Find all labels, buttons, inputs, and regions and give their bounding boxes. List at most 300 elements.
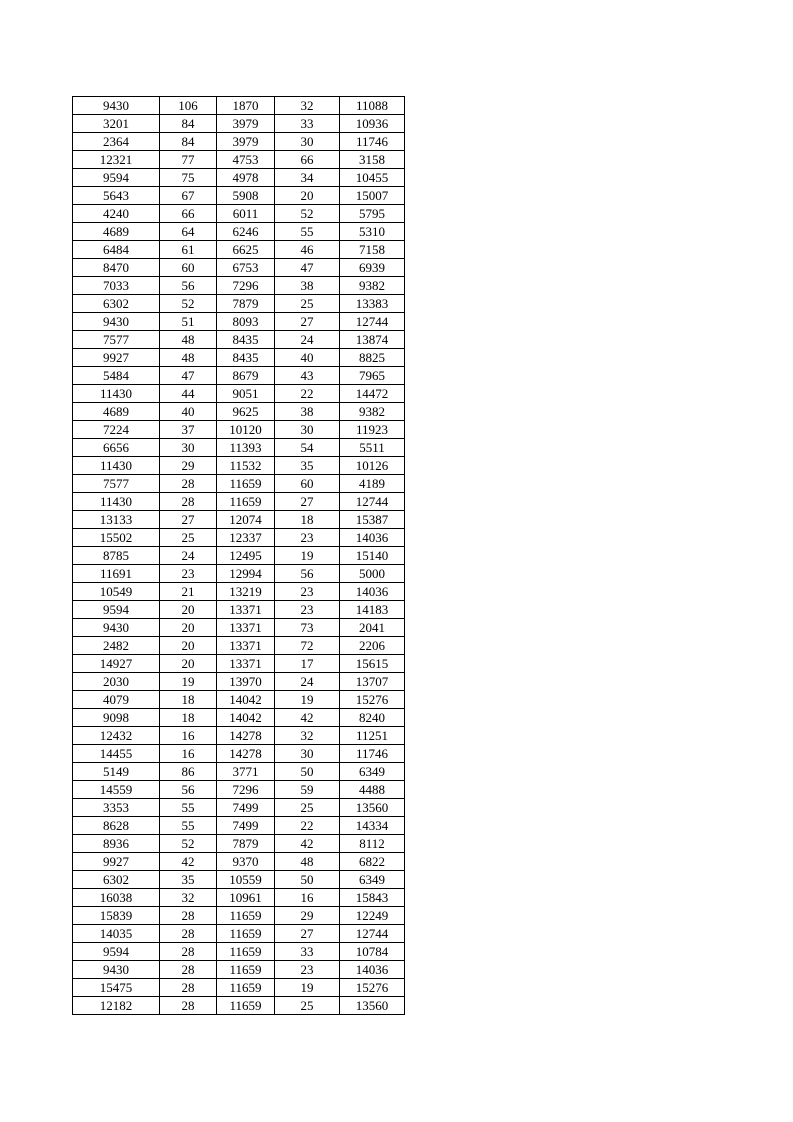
table-cell-col-5: 8825 (340, 349, 405, 367)
table-row (73, 619, 405, 637)
table-cell-col-2: 24 (160, 547, 217, 565)
table-cell-col-3: 11659 (217, 925, 275, 943)
table-cell-col-4: 55 (275, 223, 340, 241)
table-cell-col-1: 10549 (73, 583, 160, 601)
table-cell-col-2: 28 (160, 925, 217, 943)
table-cell-col-1: 4689 (73, 403, 160, 421)
table-cell-col-1: 16038 (73, 889, 160, 907)
table-cell-col-2: 18 (160, 691, 217, 709)
table-row (73, 151, 405, 169)
table-row (73, 187, 405, 205)
table-cell-col-5: 5000 (340, 565, 405, 583)
table-cell-col-4: 24 (275, 331, 340, 349)
table-cell-col-2: 55 (160, 799, 217, 817)
table-cell-col-1: 9430 (73, 961, 160, 979)
table-cell-col-5: 11746 (340, 133, 405, 151)
table-cell-col-3: 14042 (217, 691, 275, 709)
table-cell-col-3: 12074 (217, 511, 275, 529)
table-cell-col-1: 14035 (73, 925, 160, 943)
table-cell-col-4: 35 (275, 457, 340, 475)
table-row (73, 745, 405, 763)
table-cell-col-2: 61 (160, 241, 217, 259)
table-cell-col-4: 17 (275, 655, 340, 673)
table-cell-col-2: 28 (160, 961, 217, 979)
table-cell-col-3: 11532 (217, 457, 275, 475)
table-cell-col-3: 13371 (217, 601, 275, 619)
table-row (73, 241, 405, 259)
table-cell-col-1: 4240 (73, 205, 160, 223)
table-cell-col-3: 7296 (217, 781, 275, 799)
table-cell-col-3: 8093 (217, 313, 275, 331)
table-cell-col-3: 6753 (217, 259, 275, 277)
table-cell-col-5: 13874 (340, 331, 405, 349)
table-cell-col-2: 56 (160, 781, 217, 799)
table-cell-col-3: 14042 (217, 709, 275, 727)
table-row (73, 853, 405, 871)
table-cell-col-5: 11088 (340, 97, 405, 115)
table-cell-col-5: 15276 (340, 979, 405, 997)
table-cell-col-5: 13707 (340, 673, 405, 691)
table-row (73, 475, 405, 493)
table-cell-col-1: 5484 (73, 367, 160, 385)
table-cell-col-5: 8112 (340, 835, 405, 853)
table-cell-col-5: 8240 (340, 709, 405, 727)
table-cell-col-1: 12182 (73, 997, 160, 1015)
table-cell-col-1: 14455 (73, 745, 160, 763)
table-cell-col-1: 9927 (73, 853, 160, 871)
table-cell-col-3: 13371 (217, 655, 275, 673)
table-row (73, 943, 405, 961)
table-cell-col-3: 3979 (217, 133, 275, 151)
table-cell-col-5: 4488 (340, 781, 405, 799)
table-cell-col-1: 11430 (73, 385, 160, 403)
table-cell-col-3: 13970 (217, 673, 275, 691)
table-cell-col-2: 47 (160, 367, 217, 385)
table-cell-col-1: 7224 (73, 421, 160, 439)
table-cell-col-3: 3771 (217, 763, 275, 781)
table-cell-col-4: 46 (275, 241, 340, 259)
table-cell-col-5: 15387 (340, 511, 405, 529)
table-cell-col-2: 20 (160, 601, 217, 619)
table-cell-col-2: 27 (160, 511, 217, 529)
table-cell-col-3: 9051 (217, 385, 275, 403)
table-cell-col-2: 51 (160, 313, 217, 331)
table-cell-col-4: 27 (275, 925, 340, 943)
table-row (73, 439, 405, 457)
table-cell-col-2: 35 (160, 871, 217, 889)
table-cell-col-1: 6656 (73, 439, 160, 457)
table-cell-col-5: 11746 (340, 745, 405, 763)
table-row (73, 817, 405, 835)
table-cell-col-4: 25 (275, 997, 340, 1015)
table-cell-col-3: 7296 (217, 277, 275, 295)
table-cell-col-5: 9382 (340, 403, 405, 421)
table-row (73, 997, 405, 1015)
table-cell-col-5: 15140 (340, 547, 405, 565)
table-cell-col-5: 15007 (340, 187, 405, 205)
table-cell-col-3: 10961 (217, 889, 275, 907)
table-row (73, 313, 405, 331)
table-cell-col-5: 7158 (340, 241, 405, 259)
table-row (73, 403, 405, 421)
table-row (73, 223, 405, 241)
table-cell-col-5: 15843 (340, 889, 405, 907)
table-cell-col-3: 11659 (217, 475, 275, 493)
table-cell-col-1: 9098 (73, 709, 160, 727)
table-cell-col-1: 2364 (73, 133, 160, 151)
table-cell-col-2: 23 (160, 565, 217, 583)
table-row (73, 169, 405, 187)
table-cell-col-3: 9370 (217, 853, 275, 871)
table-row (73, 367, 405, 385)
table-cell-col-5: 12744 (340, 925, 405, 943)
table-cell-col-4: 30 (275, 745, 340, 763)
table-cell-col-1: 9430 (73, 97, 160, 115)
table-cell-col-4: 19 (275, 547, 340, 565)
table-cell-col-4: 72 (275, 637, 340, 655)
table-cell-col-5: 5310 (340, 223, 405, 241)
table-cell-col-4: 25 (275, 295, 340, 313)
table-cell-col-2: 37 (160, 421, 217, 439)
table-cell-col-1: 8628 (73, 817, 160, 835)
table-row (73, 493, 405, 511)
table-cell-col-3: 6011 (217, 205, 275, 223)
table-cell-col-3: 7499 (217, 817, 275, 835)
table-row (73, 583, 405, 601)
table-cell-col-1: 6302 (73, 871, 160, 889)
table-cell-col-4: 34 (275, 169, 340, 187)
table-row (73, 781, 405, 799)
table-cell-col-4: 42 (275, 835, 340, 853)
data-table (72, 96, 405, 1015)
table-cell-col-1: 15502 (73, 529, 160, 547)
table-cell-col-1: 13133 (73, 511, 160, 529)
table-cell-col-5: 14472 (340, 385, 405, 403)
table-cell-col-5: 10455 (340, 169, 405, 187)
table-cell-col-2: 16 (160, 727, 217, 745)
table-row (73, 889, 405, 907)
table-cell-col-5: 15615 (340, 655, 405, 673)
table-cell-col-2: 40 (160, 403, 217, 421)
table-row (73, 295, 405, 313)
table-row (73, 673, 405, 691)
table-cell-col-3: 11393 (217, 439, 275, 457)
table-cell-col-3: 5908 (217, 187, 275, 205)
table-cell-col-4: 23 (275, 961, 340, 979)
table-cell-col-3: 11659 (217, 961, 275, 979)
table-cell-col-3: 7499 (217, 799, 275, 817)
table-row (73, 871, 405, 889)
table-cell-col-1: 9430 (73, 313, 160, 331)
table-cell-col-1: 6484 (73, 241, 160, 259)
table-cell-col-2: 28 (160, 475, 217, 493)
table-cell-col-3: 7879 (217, 295, 275, 313)
table-cell-col-5: 6349 (340, 763, 405, 781)
table-cell-col-1: 7033 (73, 277, 160, 295)
table-cell-col-3: 9625 (217, 403, 275, 421)
table-cell-col-5: 9382 (340, 277, 405, 295)
table-cell-col-3: 11659 (217, 493, 275, 511)
table-cell-col-2: 20 (160, 619, 217, 637)
table-cell-col-4: 33 (275, 115, 340, 133)
table-cell-col-1: 2482 (73, 637, 160, 655)
table-cell-col-5: 12744 (340, 313, 405, 331)
table-cell-col-2: 28 (160, 943, 217, 961)
table-cell-col-3: 6625 (217, 241, 275, 259)
table-cell-col-2: 18 (160, 709, 217, 727)
table-cell-col-4: 29 (275, 907, 340, 925)
table-cell-col-2: 42 (160, 853, 217, 871)
table-cell-col-1: 7577 (73, 331, 160, 349)
table-row (73, 655, 405, 673)
table-cell-col-2: 52 (160, 295, 217, 313)
table-cell-col-4: 27 (275, 313, 340, 331)
table-cell-col-2: 56 (160, 277, 217, 295)
table-cell-col-2: 84 (160, 133, 217, 151)
table-cell-col-1: 14559 (73, 781, 160, 799)
table-cell-col-3: 14278 (217, 727, 275, 745)
table-cell-col-2: 28 (160, 493, 217, 511)
table-row (73, 799, 405, 817)
table-cell-col-4: 54 (275, 439, 340, 457)
table-row (73, 547, 405, 565)
table-cell-col-4: 73 (275, 619, 340, 637)
table-cell-col-2: 21 (160, 583, 217, 601)
table-row (73, 511, 405, 529)
table-cell-col-2: 32 (160, 889, 217, 907)
table-row (73, 763, 405, 781)
table-cell-col-5: 6349 (340, 871, 405, 889)
table-cell-col-2: 60 (160, 259, 217, 277)
table-cell-col-2: 48 (160, 331, 217, 349)
table-cell-col-5: 15276 (340, 691, 405, 709)
table-cell-col-4: 43 (275, 367, 340, 385)
table-cell-col-1: 4079 (73, 691, 160, 709)
table-cell-col-4: 38 (275, 277, 340, 295)
table-cell-col-1: 9594 (73, 601, 160, 619)
table-cell-col-3: 12495 (217, 547, 275, 565)
table-cell-col-5: 14036 (340, 529, 405, 547)
table-cell-col-4: 56 (275, 565, 340, 583)
table-cell-col-3: 1870 (217, 97, 275, 115)
table-cell-col-3: 8435 (217, 331, 275, 349)
table-cell-col-1: 8936 (73, 835, 160, 853)
table-cell-col-5: 10784 (340, 943, 405, 961)
table-cell-col-3: 12337 (217, 529, 275, 547)
table-cell-col-4: 23 (275, 601, 340, 619)
table-cell-col-2: 29 (160, 457, 217, 475)
table-cell-col-2: 28 (160, 979, 217, 997)
table-cell-col-3: 4978 (217, 169, 275, 187)
table-cell-col-4: 47 (275, 259, 340, 277)
table-cell-col-4: 48 (275, 853, 340, 871)
table-row (73, 907, 405, 925)
table-row (73, 709, 405, 727)
table-cell-col-5: 7965 (340, 367, 405, 385)
table-cell-col-2: 20 (160, 637, 217, 655)
table-cell-col-4: 59 (275, 781, 340, 799)
table-cell-col-1: 9594 (73, 169, 160, 187)
table-cell-col-1: 3201 (73, 115, 160, 133)
table-cell-col-4: 42 (275, 709, 340, 727)
table-cell-col-2: 64 (160, 223, 217, 241)
table-cell-col-4: 60 (275, 475, 340, 493)
table-cell-col-1: 5149 (73, 763, 160, 781)
table-cell-col-4: 20 (275, 187, 340, 205)
table-cell-col-3: 13371 (217, 619, 275, 637)
table-cell-col-2: 28 (160, 997, 217, 1015)
table-cell-col-4: 50 (275, 871, 340, 889)
table-cell-col-4: 23 (275, 583, 340, 601)
table-cell-col-1: 12432 (73, 727, 160, 745)
table-cell-col-3: 11659 (217, 997, 275, 1015)
table-cell-col-2: 66 (160, 205, 217, 223)
table-cell-col-5: 5511 (340, 439, 405, 457)
table-cell-col-5: 13383 (340, 295, 405, 313)
table-cell-col-2: 20 (160, 655, 217, 673)
table-cell-col-3: 13371 (217, 637, 275, 655)
table-cell-col-2: 19 (160, 673, 217, 691)
table-cell-col-3: 6246 (217, 223, 275, 241)
table-cell-col-4: 27 (275, 493, 340, 511)
table-cell-col-1: 4689 (73, 223, 160, 241)
table-row (73, 835, 405, 853)
table-cell-col-3: 11659 (217, 979, 275, 997)
table-cell-col-5: 14036 (340, 961, 405, 979)
table-cell-col-2: 86 (160, 763, 217, 781)
table-cell-col-4: 38 (275, 403, 340, 421)
table-cell-col-5: 6822 (340, 853, 405, 871)
table-cell-col-1: 5643 (73, 187, 160, 205)
table-cell-col-4: 50 (275, 763, 340, 781)
table-cell-col-2: 30 (160, 439, 217, 457)
table-row (73, 349, 405, 367)
table-cell-col-4: 23 (275, 529, 340, 547)
table-row (73, 979, 405, 997)
table-row (73, 205, 405, 223)
table-cell-col-5: 10936 (340, 115, 405, 133)
table-row (73, 457, 405, 475)
table-row (73, 259, 405, 277)
table-cell-col-5: 13560 (340, 799, 405, 817)
table-row (73, 691, 405, 709)
table-cell-col-1: 9430 (73, 619, 160, 637)
table-cell-col-3: 7879 (217, 835, 275, 853)
table-cell-col-3: 3979 (217, 115, 275, 133)
table-cell-col-5: 14183 (340, 601, 405, 619)
table-cell-col-4: 22 (275, 385, 340, 403)
table-cell-col-5: 13560 (340, 997, 405, 1015)
table-cell-col-1: 11430 (73, 493, 160, 511)
table-cell-col-3: 14278 (217, 745, 275, 763)
table-cell-col-2: 67 (160, 187, 217, 205)
table-cell-col-1: 12321 (73, 151, 160, 169)
table-cell-col-2: 55 (160, 817, 217, 835)
table-cell-col-3: 8435 (217, 349, 275, 367)
table-cell-col-2: 16 (160, 745, 217, 763)
table-cell-col-5: 2041 (340, 619, 405, 637)
table-cell-col-3: 4753 (217, 151, 275, 169)
table-cell-col-1: 9927 (73, 349, 160, 367)
table-cell-col-5: 5795 (340, 205, 405, 223)
table-row (73, 565, 405, 583)
table-row (73, 421, 405, 439)
table-cell-col-3: 13219 (217, 583, 275, 601)
table-cell-col-1: 15839 (73, 907, 160, 925)
table-cell-col-2: 106 (160, 97, 217, 115)
table-cell-col-4: 25 (275, 799, 340, 817)
table-cell-col-3: 11659 (217, 907, 275, 925)
table-cell-col-4: 24 (275, 673, 340, 691)
table-row (73, 133, 405, 151)
table-cell-col-4: 19 (275, 691, 340, 709)
table-cell-col-5: 4189 (340, 475, 405, 493)
table-row (73, 601, 405, 619)
table-cell-col-3: 8679 (217, 367, 275, 385)
table-cell-col-4: 16 (275, 889, 340, 907)
table-cell-col-5: 3158 (340, 151, 405, 169)
table-cell-col-2: 28 (160, 907, 217, 925)
table-cell-col-5: 10126 (340, 457, 405, 475)
table-row (73, 961, 405, 979)
table-cell-col-1: 11691 (73, 565, 160, 583)
table-row (73, 385, 405, 403)
table-row (73, 637, 405, 655)
table-cell-col-1: 8785 (73, 547, 160, 565)
table-cell-col-4: 40 (275, 349, 340, 367)
table-row (73, 277, 405, 295)
table-cell-col-2: 75 (160, 169, 217, 187)
table-cell-col-3: 10559 (217, 871, 275, 889)
table-cell-col-1: 15475 (73, 979, 160, 997)
table-cell-col-2: 44 (160, 385, 217, 403)
table-cell-col-4: 30 (275, 421, 340, 439)
table-cell-col-1: 11430 (73, 457, 160, 475)
table-cell-col-4: 32 (275, 97, 340, 115)
table-cell-col-3: 11659 (217, 943, 275, 961)
table-cell-col-5: 14036 (340, 583, 405, 601)
table-cell-col-1: 3353 (73, 799, 160, 817)
table-cell-col-2: 48 (160, 349, 217, 367)
table-cell-col-4: 19 (275, 979, 340, 997)
table-cell-col-3: 10120 (217, 421, 275, 439)
table-cell-col-4: 66 (275, 151, 340, 169)
table-cell-col-2: 25 (160, 529, 217, 547)
table-row (73, 529, 405, 547)
table-cell-col-4: 32 (275, 727, 340, 745)
table-cell-col-4: 22 (275, 817, 340, 835)
table-row (73, 925, 405, 943)
table-cell-col-5: 11923 (340, 421, 405, 439)
table-cell-col-4: 52 (275, 205, 340, 223)
table-cell-col-1: 2030 (73, 673, 160, 691)
table-cell-col-5: 12744 (340, 493, 405, 511)
table-cell-col-1: 14927 (73, 655, 160, 673)
table-row (73, 97, 405, 115)
table-cell-col-2: 77 (160, 151, 217, 169)
table-cell-col-1: 6302 (73, 295, 160, 313)
table-row (73, 115, 405, 133)
table-cell-col-5: 11251 (340, 727, 405, 745)
table-cell-col-5: 14334 (340, 817, 405, 835)
table-cell-col-5: 6939 (340, 259, 405, 277)
table-cell-col-5: 12249 (340, 907, 405, 925)
table-cell-col-1: 9594 (73, 943, 160, 961)
table-row (73, 727, 405, 745)
table-cell-col-4: 33 (275, 943, 340, 961)
table-cell-col-4: 30 (275, 133, 340, 151)
table-cell-col-1: 7577 (73, 475, 160, 493)
